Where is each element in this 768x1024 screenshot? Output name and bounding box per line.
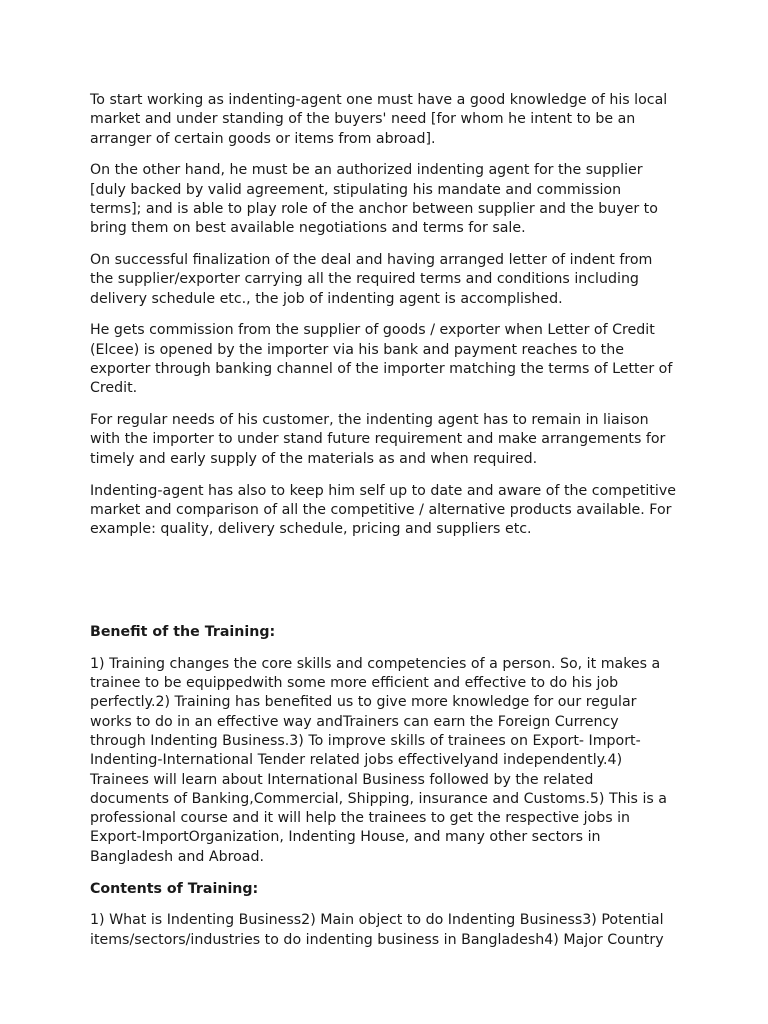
benefit-text: 1) Training changes the core skills and competencies of a person. So, it makes a trainee to be equippedwith some more efficient and effective to do his job perfectly.2) Training has benefited us to give more knowledge for our regular works to do in an effective way andTrainers can earn the Foreign Currency through Indenting Business.3) To improve skills of trainees on Export- Import-Indenting-International Tender related jobs effectivelyand independently.4) Trainees will learn about International Business followed by the related documents of Banking,Commercial, Shipping, insurance and Customs.5) This is a professional course and it will help the trainees to get the respective jobs in Export-ImportOrganization, Indenting House, and many other sectors in Bangladesh and Abroad.: [90, 655, 667, 865]
paragraph-knowledge: To start working as indenting-agent one must have a good knowledge of his local market and under standing of the buyers' need [for whom he intent to be an arranger of certain goods or items from abroad].: [90, 92, 668, 147]
section-gap: [90, 552, 676, 623]
paragraph-finalization: On successful finalization of the deal and having arranged letter of indent from the supplier/exporter carrying all the required terms and conditions including delivery schedule etc., the job of indenting agent is accomplished.: [90, 252, 653, 307]
paragraph-up-to-date: Indenting-agent has also to keep him self up to date and aware of the competitive market and comparison of all the competitive / alternative products available. For example: quality, delivery schedule, pricing and suppliers etc.: [90, 482, 676, 538]
contents-heading: Contents of Training:: [90, 880, 259, 897]
document-body: [90, 91, 676, 962]
benefit-heading: Benefit of the Training:: [90, 623, 276, 640]
paragraph-commission: He gets commission from the supplier of goods / exporter when Letter of Credit (Elcee) is opened by the importer via his bank and payment reaches to the exporter through banking channel of the importer matching the terms of Letter of Credit.: [90, 322, 673, 397]
paragraph-authorized-agent: On the other hand, he must be an authorized indenting agent for the supplier [duly backed by valid agreement, stipulating his mandate and commission terms]; and is able to play role of the anchor between supplier and the buyer to bring them on best available negotiations and terms for sale.: [90, 162, 658, 237]
paragraph-regular-needs: For regular needs of his customer, the indenting agent has to remain in liaison with the importer to under stand future requirement and make arrangements for timely and early supply of the materials as and when required.: [90, 412, 666, 467]
contents-text: 1) What is Indenting Business2) Main object to do Indenting Business3) Potential items/sectors/industries to do indenting business in Bangladesh4) Major Country: [90, 912, 664, 948]
